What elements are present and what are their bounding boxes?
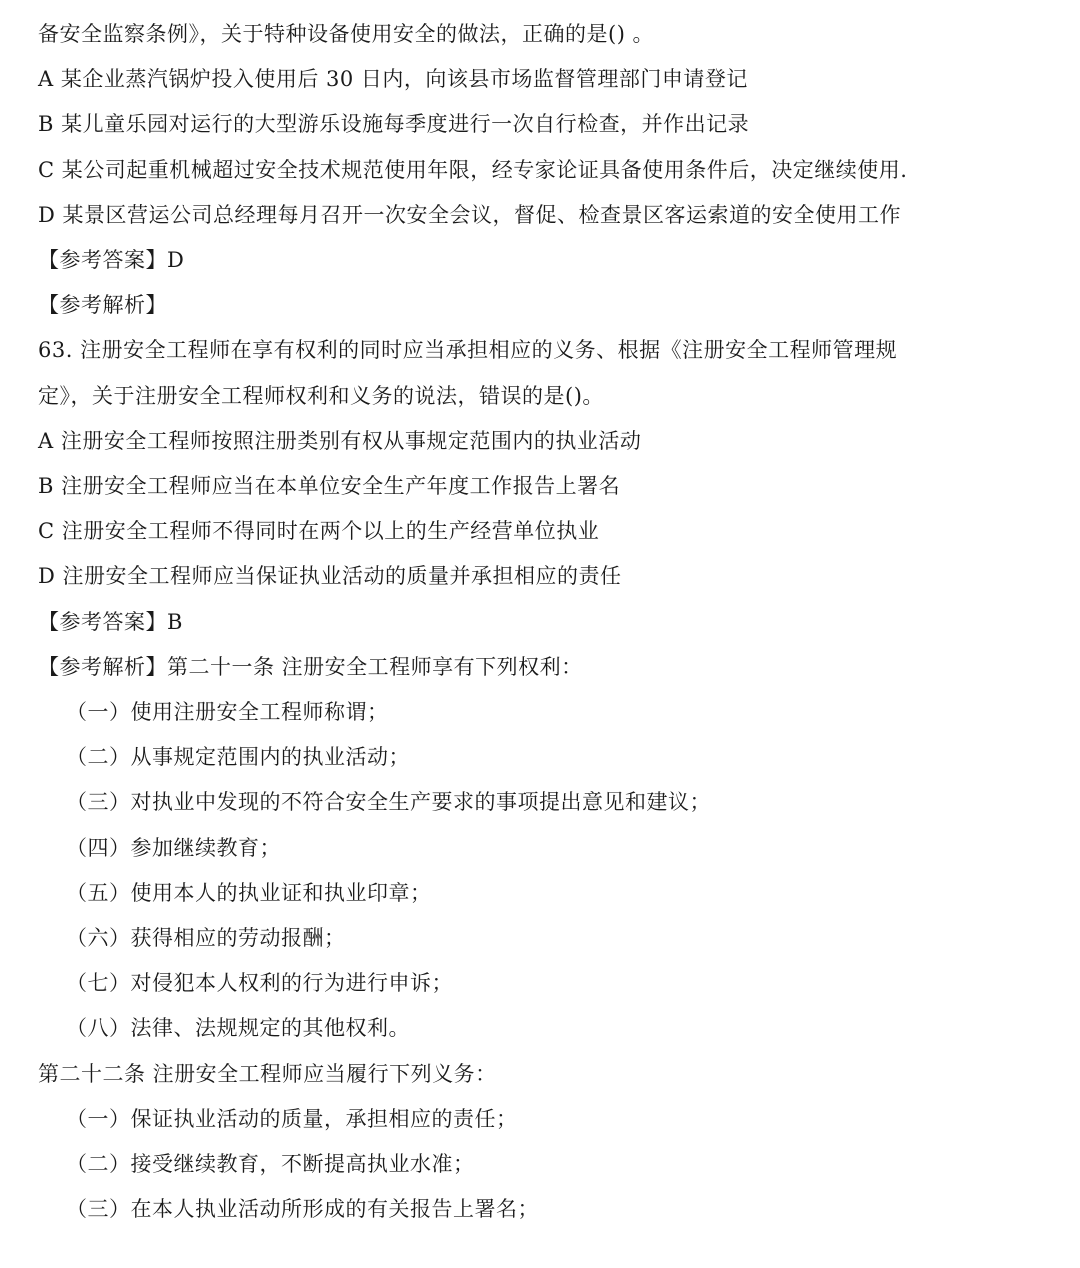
text-line: （七）对侵犯本人权利的行为进行申诉； bbox=[66, 971, 453, 996]
text-line: 【参考答案】B bbox=[38, 609, 183, 634]
text-line: 第二十二条 注册安全工程师应当履行下列义务： bbox=[38, 1061, 497, 1086]
text-line: （六）获得相应的劳动报酬； bbox=[66, 926, 346, 950]
text-line: C 注册安全工程师不得同时在两个以上的生产经营单位执业 bbox=[38, 519, 600, 544]
text-line: 【参考解析】第二十一条 注册安全工程师享有下列权利： bbox=[38, 654, 583, 679]
text-line: 【参考答案】D bbox=[38, 248, 185, 272]
text-line: C 某公司起重机械超过安全技术规范使用年限，经专家论证具备使用条件后，决定继续使用. bbox=[38, 157, 908, 182]
text-line: （八）法律、法规规定的其他权利。 bbox=[66, 1016, 410, 1041]
text-line: B 某儿童乐园对运行的大型游乐设施每季度进行一次自行检查，并作出记录 bbox=[38, 112, 750, 137]
text-line: （一）保证执业活动的质量，承担相应的责任； bbox=[66, 1106, 518, 1131]
text-line: （三）在本人执业活动所形成的有关报告上署名； bbox=[66, 1197, 539, 1222]
text-line: A 某企业蒸汽锅炉投入使用后 30 日内，向该县市场监督管理部门申请登记 bbox=[38, 67, 748, 92]
text-line: 【参考解析】 bbox=[38, 293, 167, 318]
text-line: （二）从事规定范围内的执业活动； bbox=[66, 745, 410, 770]
text-line: （五）使用本人的执业证和执业印章； bbox=[66, 880, 432, 905]
text-line: （四）参加继续教育； bbox=[66, 835, 281, 860]
text-line: （二）接受继续教育，不断提高执业水准； bbox=[66, 1152, 475, 1176]
text-line: B 注册安全工程师应当在本单位安全生产年度工作报告上署名 bbox=[38, 474, 621, 498]
text-line: （三）对执业中发现的不符合安全生产要求的事项提出意见和建议； bbox=[66, 790, 711, 815]
text-line: D 注册安全工程师应当保证执业活动的质量并承担相应的责任 bbox=[38, 564, 622, 589]
text-line: A 注册安全工程师按照注册类别有权从事规定范围内的执业活动 bbox=[38, 428, 642, 453]
text-line: 备安全监察条例》，关于特种设备使用安全的做法，正确的是() 。 bbox=[38, 22, 655, 46]
text-line: D 某景区营运公司总经理每月召开一次安全会议，督促、检查景区客运索道的安全使用工作 bbox=[38, 202, 902, 227]
text-line: （一）使用注册安全工程师称谓； bbox=[66, 700, 389, 724]
text-line: 定》，关于注册安全工程师权利和义务的说法，错误的是()。 bbox=[38, 383, 604, 408]
text-line: 63. 注册安全工程师在享有权利的同时应当承担相应的义务、根据《注册安全工程师管理规 bbox=[38, 338, 898, 363]
